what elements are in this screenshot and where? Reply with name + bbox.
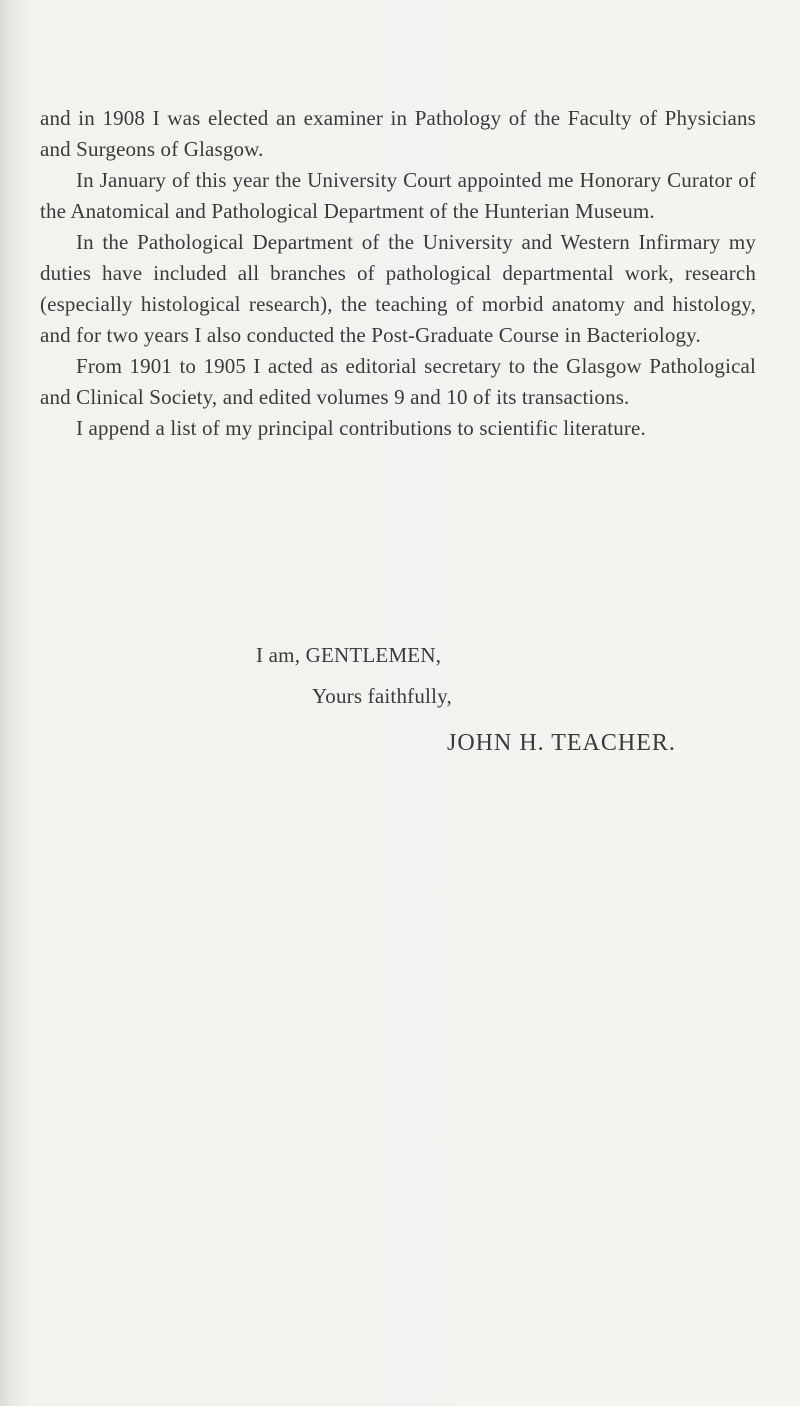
signature: JOHN H. TEACHER. xyxy=(447,730,676,756)
paragraph-editorial-secretary: From 1901 to 1905 I acted as editorial secretary to the Glasgow Pathological and Clinical Society, and edited volumes 9 and 10 of its transactions. xyxy=(40,354,756,409)
paragraph-examiner: and in 1908 I was elected an examiner in Pathology of the Faculty of Physicians and Surgeons of Glasgow. xyxy=(40,106,756,161)
valediction: Yours faithfully, xyxy=(312,684,452,708)
body-text xyxy=(40,103,756,444)
paragraph-contributions: I append a list of my principal contributions to scientific literature. xyxy=(76,416,646,440)
salutation: I am, GENTLEMEN, xyxy=(256,643,442,667)
paragraph-curator: In January of this year the University Court appointed me Honorary Curator of the Anatomical and Pathological Department of the Hunterian Museum. xyxy=(40,168,756,223)
paragraph-pathological-department: In the Pathological Department of the University and Western Infirmary my duties have included all branches of pathological departmental work, research (especially histological research), the teaching of morbid anatomy and histology, and for two years I also conducted the Post-Graduate Course in Bacteriology. xyxy=(40,230,756,347)
